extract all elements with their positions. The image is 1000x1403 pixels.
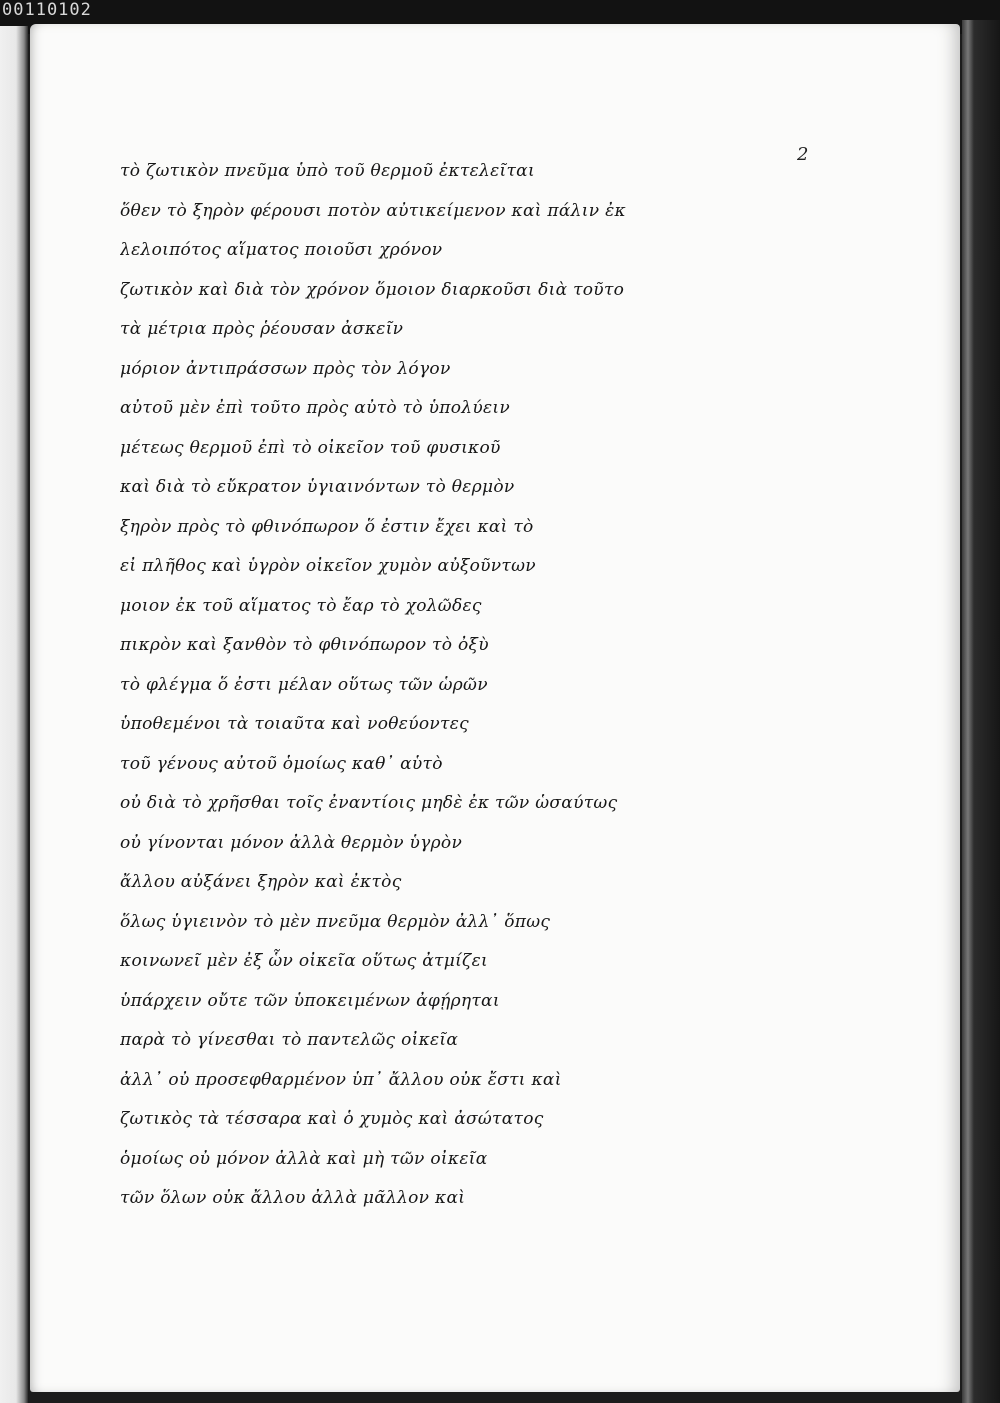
text-line: ζωτικὸν καὶ διὰ τὸν χρόνον ὅμοιον διαρκοῦσι διὰ τοῦτο xyxy=(120,279,625,300)
facing-page-edge xyxy=(0,26,28,1403)
book-spine-edge xyxy=(962,20,1000,1403)
text-line: τοῦ γένους αὐτοῦ ὁμοίως καθ᾽ αὑτὸ xyxy=(120,753,443,774)
folio-number: 2 xyxy=(797,144,809,165)
text-line: ὑπάρχειν οὔτε τῶν ὑποκειμένων ἀφῄρηται xyxy=(120,990,500,1011)
text-line: ἄλλου αὐξάνει ξηρὸν καὶ ἐκτὸς xyxy=(120,872,402,892)
text-line: εἰ πλῆθος καὶ ὑγρὸν οἰκεῖον χυμὸν αὐξοῦντων xyxy=(120,556,536,576)
text-line: μοιον ἐκ τοῦ αἵματος τὸ ἔαρ τὸ χολῶδες xyxy=(120,595,482,616)
manuscript-text xyxy=(120,152,780,1219)
text-line: μόριον ἀντιπράσσων πρὸς τὸν λόγον xyxy=(120,358,451,379)
text-line: παρὰ τὸ γίνεσθαι τὸ παντελῶς οἰκεῖα xyxy=(120,1030,459,1050)
text-line: μέτεως θερμοῦ ἐπὶ τὸ οἰκεῖον τοῦ φυσικοῦ xyxy=(120,437,501,458)
text-line: οὐ γίνονται μόνον ἀλλὰ θερμὸν ὑγρὸν xyxy=(120,832,463,853)
text-line: ζωτικὸς τὰ τέσσαρα καὶ ὁ χυμὸς καὶ ἀσώτατος xyxy=(120,1109,544,1129)
text-line: ὅλως ὑγιεινὸν τὸ μὲν πνεῦμα θερμὸν ἀλλ᾽ ὅπως xyxy=(120,911,551,932)
text-line: ὅθεν τὸ ξηρὸν φέρουσι ποτὸν αὐτικείμενον καὶ πάλιν ἐκ xyxy=(120,200,626,221)
text-line: τὸ ζωτικὸν πνεῦμα ὑπὸ τοῦ θερμοῦ ἐκτελεῖται xyxy=(120,161,535,181)
text-line: κοινωνεῖ μὲν ἐξ ὧν οἰκεῖα οὕτως ἀτμίζει xyxy=(120,951,488,971)
text-line: τὸ φλέγμα ὅ ἐστι μέλαν οὕτως τῶν ὡρῶν xyxy=(120,674,488,695)
text-line: ξηρὸν πρὸς τὸ φθινόπωρον ὅ ἐστιν ἔχει καὶ τὸ xyxy=(120,516,534,537)
text-line: καὶ διὰ τὸ εὔκρατον ὑγιαινόντων τὸ θερμὸν xyxy=(120,477,515,497)
text-line: αὐτοῦ μὲν ἐπὶ τοῦτο πρὸς αὐτὸ τὸ ὑπολύειν xyxy=(120,398,510,418)
text-line: λελοιπότος αἵματος ποιοῦσι χρόνον xyxy=(120,240,443,260)
text-line: ἀλλ᾽ οὐ προσεφθαρμένον ὑπ᾽ ἄλλου οὐκ ἔστι καὶ xyxy=(120,1069,562,1090)
text-line: τῶν ὅλων οὐκ ἄλλου ἀλλὰ μᾶλλον καὶ xyxy=(120,1188,466,1208)
text-line: τὰ μέτρια πρὸς ῥέουσαν ἀσκεῖν xyxy=(120,319,404,339)
text-line: πικρὸν καὶ ξανθὸν τὸ φθινόπωρον τὸ ὀξὺ xyxy=(120,635,489,655)
text-line: ὁμοίως οὐ μόνον ἀλλὰ καὶ μὴ τῶν οἰκεῖα xyxy=(120,1148,488,1169)
archive-mark: 00110102 xyxy=(2,0,92,20)
text-line: ὑποθεμένοι τὰ τοιαῦτα καὶ νοθεύοντες xyxy=(120,714,469,734)
text-line: οὐ διὰ τὸ χρῆσθαι τοῖς ἐναντίοις μηδὲ ἐκ τῶν ὡσαύτως xyxy=(120,793,618,813)
